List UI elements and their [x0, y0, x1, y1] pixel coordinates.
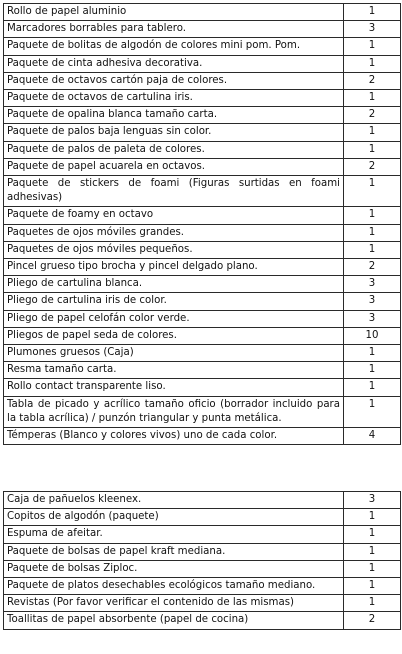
item-quantity: 1 — [344, 90, 401, 107]
item-description: Paquete de platos desechables ecológicos tamaño mediano. — [4, 578, 344, 595]
item-quantity: 3 — [344, 293, 401, 310]
item-quantity: 2 — [344, 612, 401, 629]
item-description: Paquete de opalina blanca tamaño carta. — [4, 107, 344, 124]
item-quantity: 1 — [344, 578, 401, 595]
item-description: Paquete de papel acuarela en octavos. — [4, 158, 344, 175]
item-description: Plumones gruesos (Caja) — [4, 345, 344, 362]
table-row — [4, 362, 401, 379]
table-row — [4, 107, 401, 124]
item-quantity: 1 — [344, 241, 401, 258]
item-quantity: 1 — [344, 141, 401, 158]
table-row — [4, 276, 401, 293]
table-row — [4, 90, 401, 107]
table-row — [4, 293, 401, 310]
item-description: Pliego de cartulina blanca. — [4, 276, 344, 293]
table-row — [4, 595, 401, 612]
item-description: Revistas (Por favor verificar el contenido de las mismas) — [4, 595, 344, 612]
item-quantity: 2 — [344, 259, 401, 276]
table-row — [4, 310, 401, 327]
item-description: Témperas (Blanco y colores vivos) uno de cada color. — [4, 428, 344, 445]
item-description: Caja de pañuelos kleenex. — [4, 492, 344, 509]
item-quantity: 1 — [344, 509, 401, 526]
item-quantity: 4 — [344, 428, 401, 445]
item-quantity: 1 — [344, 55, 401, 72]
item-quantity: 1 — [344, 379, 401, 396]
item-description: Paquetes de ojos móviles pequeños. — [4, 241, 344, 258]
table-row — [4, 207, 401, 224]
supplies-table-1 — [3, 3, 401, 445]
table-row — [4, 396, 401, 427]
item-description: Paquetes de ojos móviles grandes. — [4, 224, 344, 241]
item-description: Marcadores borrables para tablero. — [4, 21, 344, 38]
table-row — [4, 55, 401, 72]
table-row — [4, 4, 401, 21]
item-quantity: 10 — [344, 327, 401, 344]
item-description: Paquete de bolsas de papel kraft mediana. — [4, 543, 344, 560]
table-row — [4, 158, 401, 175]
item-description: Pincel grueso tipo brocha y pincel delgado plano. — [4, 259, 344, 276]
item-description: Pliego de papel celofán color verde. — [4, 310, 344, 327]
item-quantity: 1 — [344, 345, 401, 362]
item-quantity: 1 — [344, 224, 401, 241]
table-row — [4, 509, 401, 526]
table-row — [4, 379, 401, 396]
item-quantity: 3 — [344, 276, 401, 293]
table-row — [4, 72, 401, 89]
item-quantity: 1 — [344, 526, 401, 543]
item-quantity: 2 — [344, 107, 401, 124]
table-row — [4, 176, 401, 207]
table-row — [4, 124, 401, 141]
item-quantity: 1 — [344, 396, 401, 427]
table-row — [4, 259, 401, 276]
item-quantity: 2 — [344, 158, 401, 175]
item-description: Paquete de octavos cartón paja de colores. — [4, 72, 344, 89]
item-description: Paquete de cinta adhesiva decorativa. — [4, 55, 344, 72]
table-row — [4, 428, 401, 445]
table-row — [4, 241, 401, 258]
table-row — [4, 327, 401, 344]
table-row — [4, 560, 401, 577]
item-description: Paquete de palos baja lenguas sin color. — [4, 124, 344, 141]
table-row — [4, 224, 401, 241]
item-quantity: 1 — [344, 124, 401, 141]
item-quantity: 1 — [344, 560, 401, 577]
table-row — [4, 543, 401, 560]
table-row — [4, 38, 401, 55]
table-row — [4, 612, 401, 629]
item-description: Paquete de foamy en octavo — [4, 207, 344, 224]
item-description: Toallitas de papel absorbente (papel de cocina) — [4, 612, 344, 629]
item-description: Rollo contact transparente liso. — [4, 379, 344, 396]
item-quantity: 2 — [344, 72, 401, 89]
item-description: Paquete de bolitas de algodón de colores mini pom. Pom. — [4, 38, 344, 55]
item-description: Paquete de octavos de cartulina iris. — [4, 90, 344, 107]
supplies-table-2-body — [4, 492, 401, 630]
item-description: Resma tamaño carta. — [4, 362, 344, 379]
item-quantity: 1 — [344, 207, 401, 224]
item-quantity: 3 — [344, 310, 401, 327]
item-description: Paquete de palos de paleta de colores. — [4, 141, 344, 158]
table-row — [4, 345, 401, 362]
table-row — [4, 21, 401, 38]
item-description: Espuma de afeitar. — [4, 526, 344, 543]
item-quantity: 1 — [344, 543, 401, 560]
table-row — [4, 578, 401, 595]
item-quantity: 1 — [344, 176, 401, 207]
table-row — [4, 141, 401, 158]
item-quantity: 3 — [344, 21, 401, 38]
supplies-table-2 — [3, 491, 401, 630]
item-description: Pliego de cartulina iris de color. — [4, 293, 344, 310]
item-description: Pliegos de papel seda de colores. — [4, 327, 344, 344]
item-description: Rollo de papel aluminio — [4, 4, 344, 21]
item-description: Paquete de bolsas Ziploc. — [4, 560, 344, 577]
table-row — [4, 492, 401, 509]
item-quantity: 1 — [344, 4, 401, 21]
supplies-table-1-body — [4, 4, 401, 445]
item-quantity: 3 — [344, 492, 401, 509]
item-description: Tabla de picado y acrílico tamaño oficio (borrador incluido para la tabla acrílica) / punzón triangular y punta metálica. — [4, 396, 344, 427]
item-quantity: 1 — [344, 595, 401, 612]
table-row — [4, 526, 401, 543]
item-description: Paquete de stickers de foami (Figuras surtidas en foami adhesivas) — [4, 176, 344, 207]
item-quantity: 1 — [344, 362, 401, 379]
item-description: Copitos de algodón (paquete) — [4, 509, 344, 526]
item-quantity: 1 — [344, 38, 401, 55]
